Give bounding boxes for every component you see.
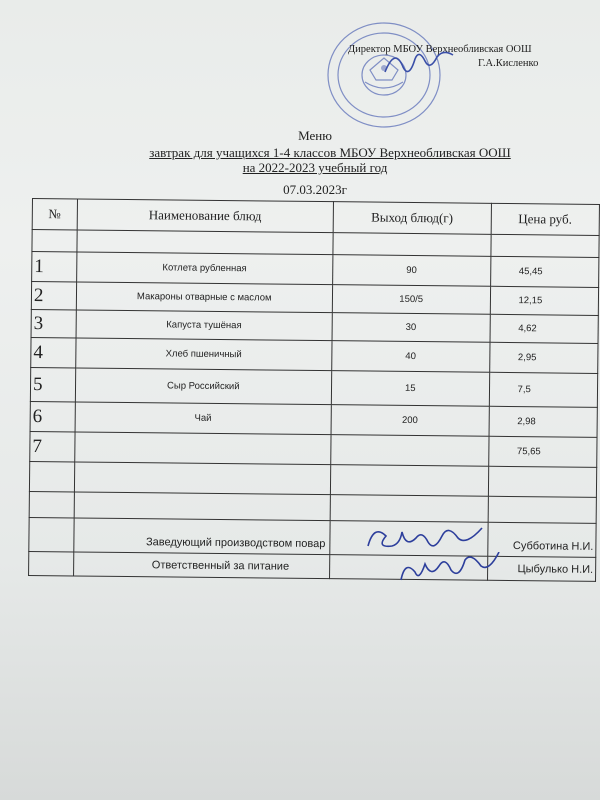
menu-table bbox=[28, 198, 600, 582]
menu-subtitle: завтрак для учащихся 1-4 классов МБОУ Верхнеобливская ООШ bbox=[149, 145, 511, 160]
row-output: 200 bbox=[331, 405, 489, 437]
row-dish: Капуста тушёная bbox=[76, 310, 333, 341]
director-signature bbox=[380, 42, 460, 82]
row-output: 150/5 bbox=[332, 285, 490, 315]
row-output: 15 bbox=[331, 371, 489, 407]
header-output: Выход блюд(г) bbox=[333, 202, 491, 235]
signature-role: Ответственный за питание bbox=[73, 552, 330, 579]
row-price: 4,62 bbox=[490, 314, 599, 343]
header-num: № bbox=[32, 199, 77, 230]
signature-role: Заведующий производством повар bbox=[73, 518, 330, 555]
signature-name: Цыбулько Н.И. bbox=[487, 556, 596, 581]
row-dish: Хлеб пшеничный bbox=[75, 338, 332, 371]
row-dish: Сыр Российский bbox=[75, 368, 332, 405]
row-dish: Чай bbox=[75, 402, 332, 435]
header-price: Цена руб. bbox=[491, 203, 600, 235]
row-dish: Котлета рубленная bbox=[76, 252, 333, 285]
approval-name: Г.А.Кисленко bbox=[478, 58, 539, 69]
row-price: 12,15 bbox=[490, 286, 599, 315]
row-price: 7,5 bbox=[489, 372, 598, 407]
row-dish: Макароны отварные с маслом bbox=[76, 282, 333, 313]
row-output: 30 bbox=[332, 313, 490, 343]
row-dish bbox=[74, 432, 331, 465]
row-price: 45,45 bbox=[490, 256, 599, 287]
row-output: 90 bbox=[333, 255, 491, 287]
row-price: 2,98 bbox=[489, 406, 598, 437]
row-num: 1 bbox=[32, 252, 77, 282]
row-num: 2 bbox=[31, 282, 76, 310]
total-price: 75,65 bbox=[488, 436, 597, 467]
responsible-signature bbox=[395, 552, 505, 590]
row-num: 5 bbox=[30, 367, 75, 401]
school-year: на 2022-2023 учебный год bbox=[242, 160, 388, 175]
row-num: 6 bbox=[30, 401, 75, 431]
row-num: 7 bbox=[30, 431, 75, 461]
approval-director: Директор МБОУ Верхнеобливская ООШ bbox=[348, 44, 532, 55]
menu-date: 07.03.2023г bbox=[283, 182, 347, 197]
signature-name: Субботина Н.И. bbox=[487, 522, 596, 557]
row-output bbox=[331, 435, 489, 467]
row-output: 40 bbox=[332, 341, 490, 373]
row-num: 4 bbox=[31, 337, 76, 367]
menu-title: Меню bbox=[298, 128, 332, 143]
header-name: Наименование блюд bbox=[77, 199, 334, 233]
row-num: 3 bbox=[31, 309, 76, 337]
row-price: 2,95 bbox=[489, 342, 598, 373]
